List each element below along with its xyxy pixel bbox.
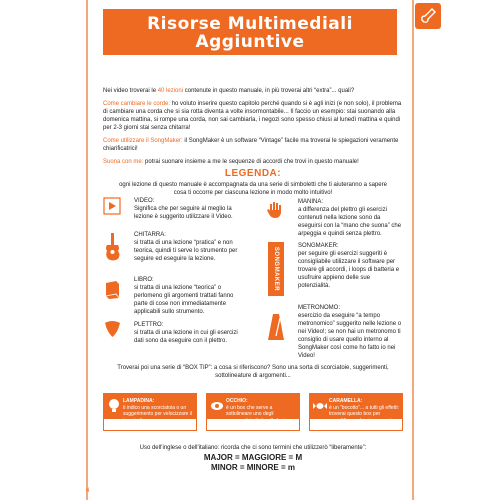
intro-highlight: Suona con me: <box>103 159 144 165</box>
intro-text: contenute in questo manuale, in più troverai altri “extra”... quali? <box>183 88 355 94</box>
boxtip-body: ti indico una scorciatoia o un suggerimento per velocizzare il tuo studio <box>123 404 192 424</box>
legend-title: LEGENDA: <box>224 168 282 179</box>
intro-highlight: Come utilizzare il SongMaker: <box>103 138 183 144</box>
songmaker-icon <box>268 242 284 296</box>
candy-icon <box>313 398 327 414</box>
legend-item-metronomo <box>298 304 403 360</box>
legend-item-text: Significa che per seguire al meglio la lezione è suggerito utilizzare il Video. <box>134 206 233 220</box>
lightbulb-icon <box>107 398 121 414</box>
boxtip-text <box>329 398 399 437</box>
legend-item-title: MANINA: <box>298 199 324 205</box>
video-icon <box>103 197 121 215</box>
boxtip-title: CARAMELLA: <box>329 398 363 404</box>
legend-item-title: PLETTRO: <box>134 322 164 328</box>
legend-item-manina <box>298 198 403 238</box>
metronome-icon <box>266 312 286 342</box>
boxtip-caramella <box>309 393 403 437</box>
songmaker-label: SONGMAKER <box>273 246 279 292</box>
intro-text: ho voluto inserire questo capitolo perché quando si è agli inizi (e non solo), il problema di cambiare una corda che si sia rotta diventa a volte insormontabile... Il faccio un esempio: stai suonando alla domenica mattina, si rompe una corda, non sai cambiarla, i negozi sono spesso chiusi al lunedì mattina e quindi per 2-3 giorni stai senza chitarra! <box>103 101 402 131</box>
guitar-icon <box>415 3 441 29</box>
intro-paragraph-2 <box>103 100 403 132</box>
guitar-icon <box>103 232 123 262</box>
boxtip-title: OCCHIO: <box>226 398 248 404</box>
boxtip-body: è un “bocotto”... a tutti gli effetti: troverai questo box per semplificare alcuni passaggi (per esempio usare l'accordatore elettronico) <box>329 404 399 437</box>
legend-item-title: METRONOMO: <box>298 305 340 311</box>
legend-item-plettro <box>134 321 244 345</box>
intro-text: potrai suonare insieme a me le sequenze di accordi che trovi in questo manuale! <box>143 159 359 165</box>
intro-highlight: Come cambiare le corde: <box>103 101 171 107</box>
intro-text: il SongMaker è un software “Vintage” facile ma troverai le spiegazioni veramente chiarificatrici! <box>103 138 399 152</box>
outro-text: Uso dell'inglese o dell'italiano: ricorda che ci sono termini che utilizzerò “liberamente”: <box>139 445 367 451</box>
legend-item-title: SONGMAKER: <box>298 243 339 249</box>
legend-item-title: CHITARRA: <box>134 232 166 238</box>
boxtip-occhio <box>206 393 300 431</box>
legend-item-video <box>134 197 244 221</box>
formula-minor: MINOR = MINORE = m <box>210 463 295 472</box>
right-border <box>412 0 414 500</box>
pick-icon <box>104 320 121 338</box>
legend-item-title: VIDEO: <box>134 198 155 204</box>
title-line-1: Risorse Multimediali <box>147 14 353 34</box>
intro-highlight: 40 lezioni <box>157 88 184 94</box>
boxtip-lampadina <box>103 393 197 431</box>
legend-item-text: a differenza del plettro gli esercizi contenuti nella lezione sono da eseguirsi con la “mano che suona” che arpeggia e quindi senza plettro. <box>298 207 402 237</box>
intro-paragraph-4 <box>103 158 403 166</box>
book-icon <box>103 280 121 300</box>
boxtip-title: LAMPADINA: <box>123 398 155 404</box>
intro-paragraph-1 <box>103 87 403 95</box>
legend-description: ogni lezione di questo manuale è accompagnata da una serie di simboletti che ti aiuteranno a sapere cosa ti occorre per ciascuna lezione in modo molto intuitivo! <box>119 182 387 196</box>
page-title <box>103 9 397 55</box>
intro-paragraph-3 <box>103 137 403 153</box>
left-border <box>86 0 88 500</box>
intro-text: Nei video troverai le <box>103 88 158 94</box>
eye-icon <box>210 398 224 414</box>
legend-item-text: si tratta di una lezione “teorica” o perlomeno gli argomenti trattati fanno parte di cose non immediatamente applicabili sullo strumento. <box>134 285 234 315</box>
legend-item-text: per seguire gli esercizi suggeriti è consigliabile utilizzare il software per trovare gli accordi, i loops di batteria e usufruire appieno delle sue potenzialità. <box>298 251 400 289</box>
legend-item-title: LIBRO: <box>134 277 154 283</box>
legend-item-text: si tratta di una lezione in cui gli esercizi dati sono da eseguire con il plettro. <box>134 330 238 344</box>
legend-item-songmaker <box>298 242 403 290</box>
legend-item-libro <box>134 276 244 316</box>
intro-section <box>103 87 403 171</box>
title-line-2: Aggiuntive <box>195 32 305 52</box>
legend-item-text: si tratta di una lezione “pratica” e non teorica, quindi ti serve lo strumento per seguire ed eseguire la lezione. <box>134 240 238 262</box>
boxtip-body: è un box che serve a sottolineare uno degli argomenti trattati nella lezione <box>226 404 293 424</box>
boxtip-intro: Troverai poi una serie di “BOX TIP”: a cosa si riferiscono? Sono una sorta di scorciatoie, suggerimenti, sottolineature di argomenti... <box>117 365 389 379</box>
boxtip-text <box>226 398 296 424</box>
boxtip-text <box>123 398 193 424</box>
legend-item-chitarra <box>134 231 244 263</box>
legend-item-text: esercizio da eseguire “a tempo metronomico” suggerito nelle lezione o nei Video!; se non hai un metronomo ti consiglio di usare quello interno al SongMaker così come ho fatto io nei Video! <box>298 313 402 359</box>
formula-major: MAJOR = MAGGIORE = M <box>203 453 303 462</box>
page-number: 4 <box>86 488 90 494</box>
hand-icon <box>266 200 286 220</box>
